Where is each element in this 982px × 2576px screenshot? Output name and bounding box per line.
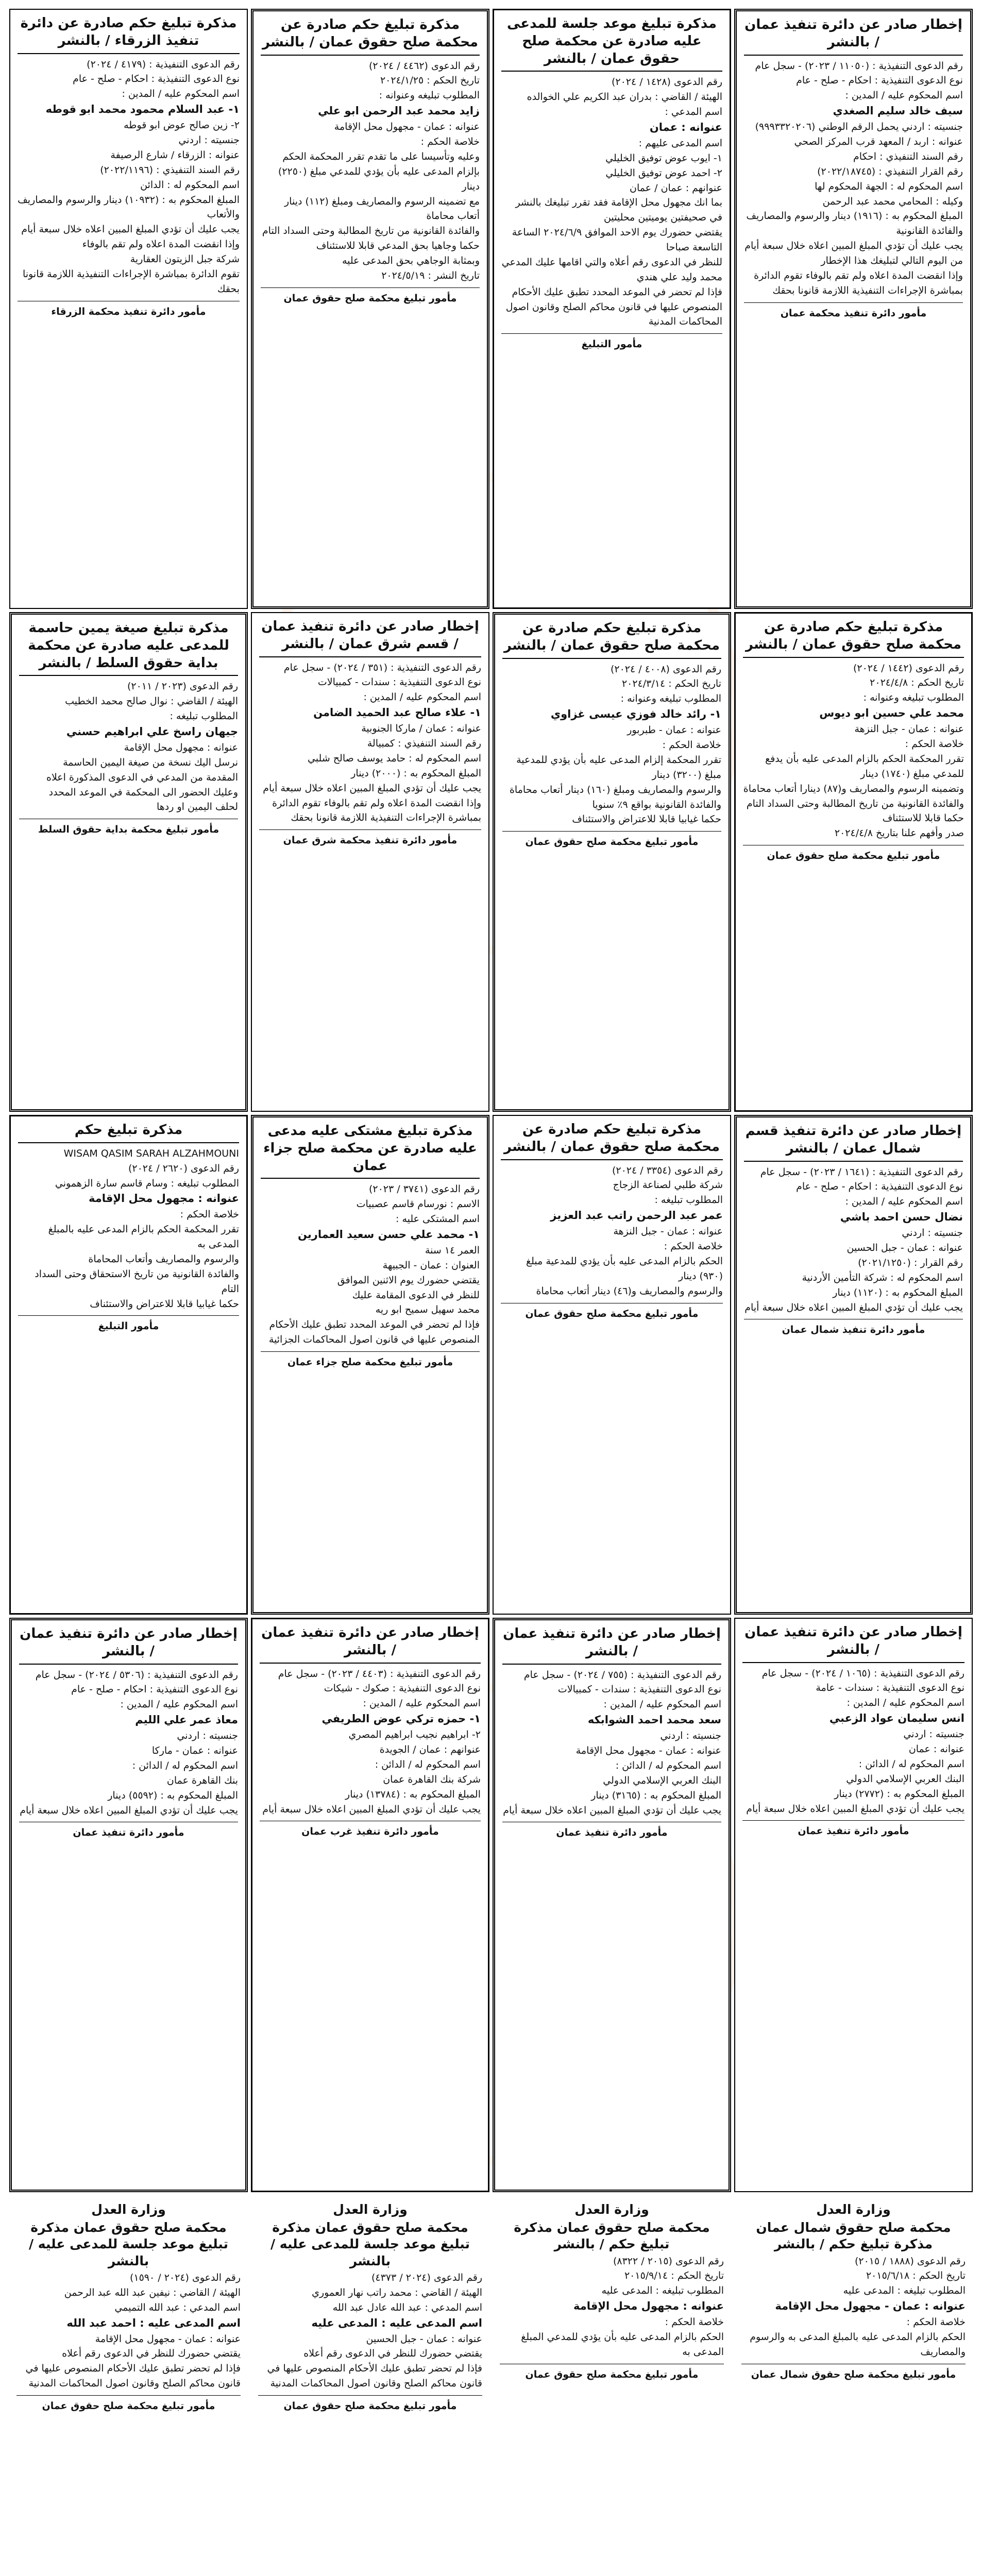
notice-line: شركة بنك القاهرة عمان bbox=[383, 1773, 481, 1785]
notice-line: فإذا لم تحضر تطبق عليك الأحكام المنصوص عليها في قانون محاكم الصلح وقانون اصول المحاكمات المدنية bbox=[267, 2363, 482, 2389]
notice-line: المبلغ المحكوم به : (١٩١٦) دينار والرسوم والمصاريف والفائدة القانونية bbox=[746, 210, 963, 237]
notice-line: جنسيته : اردني يحمل الرقم الوطني (٩٩٩٣٣٢٠٢٠٦) bbox=[755, 121, 963, 133]
ministry-title: وزارة العدل bbox=[816, 2202, 891, 2217]
notice-line: تاريخ الحكم : ٢٠٢٤/٣/١٤ bbox=[621, 678, 721, 690]
legal-notice bbox=[251, 1115, 489, 1615]
notice-line: جنسيته : اردني bbox=[660, 1730, 721, 1742]
notice-line: المطلوب تبليغه : bbox=[170, 710, 238, 722]
notice-line: والفائدة القانونية من تاريخ المطالبة وحتى السداد التام bbox=[262, 225, 480, 237]
notice-signature: مأمور دائرة تنفيذ غرب عمان bbox=[260, 1821, 481, 1839]
notice-line: جنسيته : اردني bbox=[902, 1227, 963, 1239]
notice-line: الاسم : نورسام قاسم عصبيات bbox=[356, 1198, 480, 1210]
notice-line: المطلوب تبليغه وعنوانه : bbox=[863, 692, 964, 704]
notice-line: اسم المحكوم عليه / المدين : bbox=[845, 90, 963, 101]
notice-line: عنوانه : عمان - طبربور bbox=[627, 724, 721, 736]
notice-line: اسم المحكوم له : الجهة المحكوم لها bbox=[815, 180, 963, 192]
notice-line: نوع الدعوى التنفيذية : سندات - كمبيالات bbox=[557, 1684, 721, 1696]
ministry-title: وزارة العدل bbox=[91, 2202, 166, 2217]
notice-line: WISAM QASIM SARAH ALZAHMOUNI bbox=[63, 1147, 239, 1159]
notice-line: وإذا انقضت المدة اعلاه ولم تقم بالوفاء تقوم الدائرة بمباشرة الإجراءات التنفيذية اللازمة قانونا بحقك bbox=[754, 269, 963, 296]
notice-signature: مأمور التبليغ bbox=[18, 1315, 239, 1334]
notice-line: رقم الدعوى (١٤٤٢ / ٢٠٢٤) bbox=[853, 662, 964, 674]
notice-line: ١- عبد السلام محمود محمد ابو قوطه bbox=[45, 103, 240, 116]
notice-line: تقرر المحكمة الحكم بالزام المدعى عليه بأن يدفع للمدعي مبلغ (١٧٤٠) دينار bbox=[765, 753, 964, 779]
notice-line: رقم السند التنفيذي : كمبيالة bbox=[367, 738, 481, 749]
notice-line: والفائدة القانونية بواقع ٩٪ سنويا bbox=[592, 799, 721, 810]
notice-line: للنظر في الدعوى المقامة عليك bbox=[352, 1289, 480, 1301]
notice-line: المطلوب تبليغه وعنوانه : bbox=[620, 693, 721, 705]
notice-line: رقم الدعوى التنفيذية : (٤١٧٩ / ٢٠٢٤) bbox=[87, 58, 240, 70]
notice-line: خلاصة الحكم : bbox=[420, 136, 480, 147]
notice-line: عنوانه : عمان - مجهول محل الإقامة bbox=[575, 1745, 721, 1756]
notice-line: يجب عليك أن تؤدي المبلغ المبين اعلاه خلال سبعة أيام bbox=[262, 1803, 481, 1815]
notice-line: وإذا انقضت المدة اعلاه ولم تقم بالوفاء تقوم الدائرة بمباشرة الإجراءات التنفيذية اللازمة قانونا بحقك bbox=[272, 797, 481, 824]
notice-line: جنسيته : اردني bbox=[903, 1728, 964, 1740]
notice-line: اسم المحكوم له / الدائن : bbox=[132, 1759, 238, 1771]
notice-line: اسم المحكوم له : الدائن bbox=[140, 179, 240, 191]
notice-line: ٢- زين صالح عوض ابو قوطه bbox=[124, 120, 240, 131]
notice-line: البنك العربي الإسلامي الدولي bbox=[846, 1773, 964, 1785]
notice-line: يجب عليك أن تؤدي المبلغ المبين اعلاه خلال سبعة أيام من اليوم التالي لتبليغك هذا الإخطار bbox=[744, 240, 963, 266]
notice-line: محمد علي حسين ابو ديوس bbox=[819, 707, 964, 720]
legal-notice bbox=[493, 1618, 731, 2192]
notice-line: عنوانه : عمان bbox=[649, 121, 722, 134]
notice-line: اسم المحكوم عليه / المدين : bbox=[603, 1699, 721, 1710]
notice-signature: مأمور تبليغ محكمة بداية حقوق السلط bbox=[19, 819, 238, 837]
legal-notice bbox=[251, 612, 489, 1112]
notice-line: اسم المحكوم له / الدائن : bbox=[375, 1758, 481, 1770]
notice-line: والرسوم والمصاريف ومبلغ (١٦٠) دينار أتعاب محاماة bbox=[509, 784, 721, 795]
notice-heading: محكمة صلح حقوق عمان مذكرة تبليغ حكم / بالنشر bbox=[514, 2219, 710, 2251]
notice-signature: مأمور تبليغ محكمة صلح حقوق عمان bbox=[500, 2364, 724, 2382]
notice-line: اسم المدعى عليهم : bbox=[638, 137, 722, 149]
notice-line: نوع الدعوى التنفيذية : احكام - صلح - عام bbox=[73, 73, 240, 85]
notice-line: والفائدة القانونية من تاريخ الاستحقاق وحتى السداد التام bbox=[35, 1268, 239, 1295]
ministry-title: وزارة العدل bbox=[333, 2202, 408, 2217]
notice-line: الهيئة / القاضي : محمد راتب نهار العموري bbox=[312, 2286, 482, 2298]
notice-line: المبلغ المحكوم به : (١٠٩٣٢) دينار والرسوم والمصاريف والأتعاب bbox=[18, 194, 240, 221]
newspaper-page bbox=[9, 9, 973, 2576]
notice-line: رقم السند التنفيذي : (٢٠٢٢/١١٩٦) bbox=[100, 164, 240, 176]
notice-signature: مأمور تبليغ محكمة صلح حقوق عمان bbox=[743, 845, 964, 863]
legal-notice bbox=[9, 9, 248, 609]
notice-line: وكيله : المحامي محمد عبد الرحمن bbox=[822, 195, 963, 207]
notice-line: يقتضي حضورك يوم الاحد الموافق ٢٠٢٤/٦/٩ الساعة التاسعة صباحا bbox=[512, 227, 722, 253]
notice-line: رقم الدعوى التنفيذية : (٤٤٠٣ / ٢٠٢٣) - سجل عام bbox=[278, 1668, 481, 1680]
notice-line: اسم المحكوم عليه / المدين : bbox=[363, 1698, 481, 1709]
notice-line: محمد وليد علي هندي bbox=[636, 271, 722, 283]
notice-line: الهيئة / القاضي : نيفين عبد الله عبد الرحمن bbox=[64, 2286, 241, 2298]
notice-line: وعليه وتأسيسا على ما تقدم تقرر المحكمة الحكم بإلزام المدعى عليه بأن يؤدي للمدعي مبلغ (٢٢٥٠) دينار bbox=[278, 150, 480, 192]
notice-line: خلاصة الحكم : bbox=[906, 2316, 966, 2328]
notice-line: خلاصة الحكم : bbox=[662, 739, 721, 751]
notice-signature: مأمور تبليغ محكمة صلح جزاء عمان bbox=[261, 1351, 480, 1370]
notice-line: عنوانه : الزرقاء / شارع الرصيفة bbox=[110, 149, 240, 161]
notice-line: والرسوم والمصاريف و(٤٦) دينار أتعاب محاماة bbox=[536, 1285, 723, 1297]
notice-line: يقتضي حضورك يوم الاثنين الموافق bbox=[337, 1274, 480, 1286]
legal-notice bbox=[493, 612, 731, 1112]
notice-line: ١- محمد علي حسن سعيد العمارين bbox=[298, 1228, 480, 1241]
notice-heading: مذكرة تبليغ حكم صادرة عن محكمة صلح حقوق عمان / بالنشر bbox=[502, 620, 721, 659]
notice-line: المطلوب تبليغه : المدعى عليه bbox=[843, 2285, 966, 2297]
notice-line: عنوانه : مجهول محل الإقامة bbox=[573, 2300, 724, 2313]
legal-notice bbox=[734, 2195, 973, 2576]
notice-line: اسم المحكوم له : شركة التأمين الأردنية bbox=[802, 1272, 963, 1283]
legal-notice bbox=[493, 2195, 731, 2576]
notice-line: يجب عليك أن تؤدي المبلغ المبين اعلاه خلال سبعة أيام bbox=[21, 224, 240, 235]
notice-line: يقتضي حضورك للنظر في الدعوى رقم أعلاه bbox=[62, 2348, 241, 2360]
notice-line: عنوانه : عمان - جبل النزهة bbox=[854, 723, 964, 735]
notice-line: نوع الدعوى التنفيذية : احكام - صلح - عام bbox=[796, 75, 963, 87]
notice-signature: مأمور دائرة تنفيذ محكمة شرق عمان bbox=[259, 829, 481, 848]
legal-notice bbox=[9, 2195, 248, 2576]
notice-line: رقم الدعوى (٤٠٠٨ / ٢٠٢٤) bbox=[610, 663, 721, 675]
notice-line: عنوانه : عمان - جبل النزهة bbox=[613, 1226, 723, 1238]
notice-line: رقم الدعوى (١٨٨٨ / ٢٠١٥) bbox=[854, 2255, 966, 2267]
notice-line: نضال حسن احمد باشي bbox=[840, 1211, 963, 1224]
notice-line: اسم المحكوم له / الدائن : bbox=[615, 1759, 721, 1771]
notice-signature: مأمور دائرة تنفيذ عمان bbox=[742, 1820, 964, 1839]
notice-signature: مأمور تبليغ محكمة صلح حقوق شمال عمان bbox=[741, 2364, 966, 2382]
notice-line: الحكم بالزام المدعى عليه بالمبلغ المدعى به والرسوم والمصاريف bbox=[750, 2331, 966, 2358]
notice-heading: مذكرة تبليغ مشتكى عليه مدعى عليه صادرة عن محكمة صلح جزاء عمان bbox=[261, 1123, 480, 1179]
notice-line: المبلغ المحكوم به : (١٣٧٨٤) دينار bbox=[345, 1788, 481, 1800]
notice-line: تقرر المحكمة الحكم بالزام المدعى عليه بالمبلغ المدعى به bbox=[48, 1224, 239, 1250]
notice-line: رقم الدعوى (٢٦٢٠ / ٢٠٢٤) bbox=[128, 1162, 239, 1174]
notice-line: بنك القاهرة عمان bbox=[166, 1774, 238, 1786]
notice-line: والرسوم والمصاريف وأتعاب المحاماة bbox=[88, 1253, 239, 1265]
notice-line: نوع الدعوى التنفيذية : احكام - صلح - عام bbox=[71, 1684, 238, 1696]
notice-line: اسم المحكوم عليه / المدين : bbox=[846, 1697, 964, 1709]
notice-line: وتضمينه الرسوم والمصاريف و(٨٧) دينارا أتعاب محاماة bbox=[743, 783, 964, 794]
legal-notice bbox=[9, 612, 248, 1112]
notice-heading: إخطار صادر عن دائرة تنفيذ عمان / بالنشر bbox=[742, 1624, 964, 1663]
notice-line: رقم القرار التنفيذي : (٢٠٢٢/١٨٧٤٥) bbox=[817, 165, 963, 177]
legal-notice bbox=[734, 1618, 973, 2192]
notice-line: عنوانه : عمان - جبل الحسين bbox=[846, 1242, 963, 1253]
notice-line: اسم المدعي : عبد الله عادل عبد الله bbox=[332, 2301, 482, 2313]
notice-line: الهيئة / القاضي : بدران عبد الكريم علي الخوالده bbox=[527, 91, 722, 103]
notice-line: رقم الدعوى التنفيذية : (١٦٤١ / ٢٠٢٣) - سجل عام bbox=[760, 1166, 963, 1178]
notice-line: البنك العربي الإسلامي الدولي bbox=[603, 1774, 721, 1786]
notice-line: والفائدة القانونية من تاريخ المطالبة وحتى السداد التام bbox=[746, 798, 964, 809]
notice-signature: مأمور تبليغ محكمة صلح حقوق عمان bbox=[501, 1303, 723, 1321]
notice-line: شركة جبل الزيتون العقارية bbox=[130, 253, 240, 265]
legal-notice bbox=[251, 1618, 489, 2192]
legal-notice bbox=[734, 612, 973, 1112]
notice-line: عنوانه : مجهول محل الإقامة bbox=[124, 741, 238, 753]
notice-signature: مأمور تبليغ محكمة صلح حقوق عمان bbox=[258, 2395, 482, 2414]
notice-signature: مأمور تبليغ محكمة صلح حقوق عمان bbox=[16, 2395, 241, 2414]
legal-notice bbox=[9, 1115, 248, 1615]
notice-line: نوع الدعوى التنفيذية : سندات - عامة bbox=[816, 1682, 964, 1694]
notice-line: عنوانه : عمان / ماركا الجنوبية bbox=[361, 723, 481, 735]
notice-line: عمر عبد الرحمن راتب عبد العزيز bbox=[550, 1209, 723, 1222]
notice-heading: إخطار صادر عن دائرة تنفيذ عمان / بالنشر bbox=[260, 1624, 481, 1664]
notice-signature: مأمور دائرة تنفيذ عمان bbox=[502, 1822, 721, 1840]
notice-heading: إخطار صادر عن دائرة تنفيذ عمان / قسم شرق عمان / بالنشر bbox=[259, 618, 481, 657]
notice-line: عنوانه : عمان - مجهول محل الإقامة bbox=[775, 2300, 966, 2313]
notice-line: يجب عليك أن تؤدي المبلغ المبين اعلاه خلال سبعة أيام bbox=[20, 1804, 238, 1816]
notice-line: سعد محمد احمد الشوابكه bbox=[587, 1714, 721, 1726]
notice-line: رقم الدعوى التنفيذية : (٣٥١ / ٢٠٢٤) - سجل عام bbox=[283, 662, 481, 673]
notice-heading: محكمة صلح حقوق عمان مذكرة تبليغ موعد جلسة للمدعى عليه / بالنشر bbox=[270, 2219, 470, 2268]
notice-line: عنوانه : اربد / المعهد قرب المركز الصحي bbox=[794, 136, 963, 147]
notice-line: جنسيته : اردني bbox=[178, 134, 240, 146]
notice-line: زايد محمد عبد الرحمن ابو علي bbox=[318, 105, 480, 117]
notice-line: محمد سهيل سميح ابو ريه bbox=[375, 1304, 480, 1316]
notice-line: تاريخ الحكم : ٢٠١٥/٩/١٤ bbox=[624, 2270, 724, 2282]
legal-notice bbox=[251, 9, 489, 609]
notice-line: نوع الدعوى التنفيذية : احكام - صلح - عام bbox=[796, 1181, 963, 1193]
notice-line: الحكم بالزام المدعى عليه بأن يؤدي للمدعية مبلغ (٩٣٠) دينار bbox=[526, 1255, 723, 1282]
notice-line: رقم السند التنفيذي : احكام bbox=[853, 150, 963, 162]
notice-line: اسم المشتكى عليه : bbox=[396, 1213, 480, 1225]
notice-heading: مذكرة تبليغ حكم صادرة عن محكمة صلح حقوق عمان / بالنشر bbox=[501, 1121, 723, 1160]
notice-line: عنوانه : مجهول محل الإقامة bbox=[88, 1192, 239, 1205]
notice-line: رقم الدعوى (٢٠٢٣ / ٢٠١١) bbox=[127, 681, 238, 692]
notice-line: يجب عليك أن تؤدي المبلغ المبين اعلاه خلال سبعة أيام bbox=[744, 1301, 963, 1313]
notice-heading: محكمة صلح حقوق شمال عمان مذكرة تبليغ حكم / بالنشر bbox=[756, 2219, 951, 2251]
notice-line: الهيئة / القاضي : نوال صالح محمد الخطيب bbox=[65, 696, 238, 707]
notice-signature: مأمور دائرة تنفيذ محكمة الزرقاء bbox=[18, 301, 240, 319]
notice-line: اسم المحكوم عليه / المدين : bbox=[122, 88, 240, 100]
notice-line: المبلغ المحكوم به : (٢٧٧٢) دينار bbox=[834, 1788, 964, 1800]
notice-line: صدر وأفهم علنا بتاريخ ٢٠٢٤/٤/٨ bbox=[834, 827, 964, 839]
notice-line: عنوانه : عمان - مجهول محل الإقامة bbox=[95, 2333, 241, 2345]
notice-heading: محكمة صلح حقوق عمان مذكرة تبليغ موعد جلسة للمدعى عليه / بالنشر bbox=[28, 2219, 229, 2268]
notice-line: رقم الدعوى (٢٠٢٤ / ٤٣٧٣) bbox=[371, 2272, 482, 2283]
notice-line: المبلغ المحكوم به : (٥٥٩٢) دينار bbox=[108, 1789, 238, 1801]
notice-line: المطلوب تبليغه : bbox=[654, 1194, 723, 1206]
notice-line: رقم الدعوى التنفيذية : (١١٠٥٠ / ٢٠٢٣) - سجل عام bbox=[755, 60, 963, 72]
notice-line: شركة طلبي لصناعة الزجاج bbox=[613, 1179, 723, 1191]
notice-line: خلاصة الحكم : bbox=[664, 1241, 723, 1252]
notice-line: نوع الدعوى التنفيذية : صكوك - شيكات bbox=[324, 1683, 481, 1694]
notice-heading: مذكرة تبليغ حكم صادرة عن محكمة صلح حقوق عمان / بالنشر bbox=[743, 619, 964, 658]
notice-line: يجب عليك أن تؤدي المبلغ المبين اعلاه خلال سبعة أيام bbox=[746, 1803, 964, 1815]
notice-line: يجب عليك أن تؤدي المبلغ المبين اعلاه خلال سبعة أيام bbox=[263, 782, 481, 794]
notice-line: عنوانهم : عمان / عمان bbox=[630, 182, 722, 194]
notice-heading: إخطار صادر عن دائرة تنفيذ قسم شمال عمان / بالنشر bbox=[744, 1123, 963, 1162]
notice-line: خلاصة الحكم : bbox=[180, 1209, 239, 1221]
notice-line: تقوم الدائرة بمباشرة الإجراءات التنفيذية اللازمة قانونا بحقك bbox=[23, 268, 240, 295]
notice-heading: مذكرة تبليغ حكم صادرة عن محكمة صلح حقوق عمان / بالنشر bbox=[261, 16, 480, 56]
notice-line: يقتضي حضورك للنظر في الدعوى رقم أعلاه bbox=[303, 2348, 482, 2360]
notice-line: المطلوب تبليغه وعنوانه : bbox=[379, 90, 480, 101]
notice-line: ١- حمزه تركي عوض الطريفي bbox=[321, 1713, 481, 1725]
notice-line: حكما غيابيا قابلا للاعتراض والاستئناف bbox=[572, 814, 721, 825]
notice-line: المطلوب تبليغه : وسام قاسم سارة الزهموني bbox=[55, 1177, 239, 1189]
notice-line: اسم المحكوم له : حامد يوسف صالح شلبي bbox=[307, 752, 481, 764]
notice-line: فإذا لم تحضر في الموعد المحدد تطبق عليك الأحكام المنصوص عليها في قانون محاكم الصلح وقانون اصول المحاكمات المدنية bbox=[505, 286, 722, 328]
notice-line: مع تضمينه الرسوم والمصاريف ومبلغ (١١٢) دينار أتعاب محاماة bbox=[284, 195, 480, 222]
legal-notice bbox=[493, 1115, 731, 1615]
legal-notice bbox=[9, 1618, 248, 2192]
notice-line: انس سليمان عواد الزعبي bbox=[829, 1712, 964, 1725]
notice-line: اسم المحكوم له / الدائن : bbox=[858, 1758, 964, 1770]
notice-line: عنوانه : عمان - جبل الحسين bbox=[366, 2333, 482, 2345]
notice-line: رقم الدعوى (٢٠١٥ / ٨٣٢٢) bbox=[613, 2255, 724, 2267]
notice-line: المبلغ المحكوم به : (٣١٦٥) دينار bbox=[591, 1789, 721, 1801]
notice-line: رقم الدعوى (٣٣٥٤ / ٢٠٢٤) bbox=[612, 1164, 723, 1176]
notice-line: ١- ايوب عوض توفيق الخليلي bbox=[605, 152, 722, 164]
notice-line: ٢- ابراهيم نجيب ابراهيم المصري bbox=[348, 1729, 481, 1741]
notice-line: اسم المدعي : bbox=[665, 106, 722, 118]
notice-line: تاريخ الحكم : ٢٠٢٤/٤/٨ bbox=[870, 677, 964, 689]
legal-notice bbox=[251, 2195, 489, 2576]
legal-notice bbox=[493, 9, 731, 609]
notice-signature: مأمور دائرة تنفيذ عمان bbox=[19, 1822, 238, 1840]
notice-line: رقم الدعوى (٣٧٤١ / ٢٠٢٣) bbox=[368, 1183, 480, 1195]
notice-line: عنوانه : عمان bbox=[908, 1743, 964, 1755]
notice-line: جيهان راسخ علي ابراهيم حسني bbox=[66, 725, 238, 738]
notice-line: رقم القرار : (٢٠٢١/١٢٥٠) bbox=[858, 1257, 963, 1268]
notice-line: حكما غيابيا قابلا للاعتراض والاستئناف bbox=[90, 1298, 239, 1310]
notice-line: رقم الدعوى (١٤٢٨ / ٢٠٢٤) bbox=[611, 76, 722, 88]
notice-line: رقم الدعوى التنفيذية : (١٠٦٥ / ٢٠٢٤) - سجل عام bbox=[761, 1667, 964, 1679]
notice-line: رقم الدعوى التنفيذية : (٧٥٥ / ٢٠٢٤) - سجل عام bbox=[523, 1669, 721, 1681]
notice-line: بما انك مجهول محل الإقامة فقد تقرر تبليغك بالنشر في صحيفتين يوميتين محليتين bbox=[515, 197, 722, 224]
notice-signature: مأمور دائرة تنفيذ محكمة عمان bbox=[744, 302, 963, 321]
notice-line: ٢- احمد عوض توفيق الخليلي bbox=[605, 167, 722, 179]
notice-line: حكما قابلا للاستئناف bbox=[882, 812, 964, 824]
notice-line: يجب عليك أن تؤدي المبلغ المبين اعلاه خلال سبعة أيام bbox=[503, 1804, 721, 1816]
notice-line: عنوانهم : عمان / الجويدة bbox=[379, 1744, 481, 1755]
notice-line: حكما وجاهيا بحق المدعي قابلا للاستئناف bbox=[316, 240, 480, 252]
notice-line: تاريخ النشر : ٢٠٢٤/٥/١٩ bbox=[381, 269, 480, 281]
legal-notice bbox=[734, 1115, 973, 1615]
notice-heading: مذكرة تبليغ صيغة يمين حاسمة للمدعى عليه صادرة عن محكمة بداية حقوق السلط / بالنشر bbox=[19, 620, 238, 676]
notice-line: اسم المدعى عليه : احمد عبد الله bbox=[66, 2316, 241, 2329]
notice-line: معاذ عمر علي الليم bbox=[135, 1714, 238, 1726]
notice-line: ١- رائد خالد فوزي عيسى غزاوي bbox=[550, 708, 721, 721]
notice-line: نرسل اليك نسخة من صيغة اليمين الحاسمة bbox=[63, 756, 238, 768]
notice-line: لحلف اليمين او ردها bbox=[156, 801, 238, 813]
notice-line: تاريخ الحكم : ٢٠٢٤/١/٢٥ bbox=[380, 75, 480, 87]
notice-line: اسم المدعي : عبد الله التميمي bbox=[114, 2301, 241, 2313]
notice-line: تاريخ الحكم : ٢٠١٥/٦/١٨ bbox=[866, 2270, 966, 2282]
notice-heading: مذكرة تبليغ حكم bbox=[18, 1122, 239, 1143]
notice-line: العنوان : عمان - الجبيهة bbox=[382, 1259, 480, 1271]
notice-line: خلاصة الحكم : bbox=[665, 2316, 724, 2328]
notice-heading: مذكرة تبليغ حكم صادرة عن دائرة تنفيذ الزرقاء / بالنشر bbox=[18, 15, 240, 54]
notice-line: المبلغ المحكوم به : (٢٠٠٠) دينار bbox=[351, 767, 481, 779]
notice-line: اسم المحكوم عليه / المدين : bbox=[120, 1699, 238, 1710]
notice-line: المقدمة من المدعي في الدعوى المذكورة اعلاه bbox=[46, 771, 238, 783]
notice-line: وعليك الحضور الى المحكمة في الموعد المحدد bbox=[48, 786, 238, 798]
notice-line: الحكم بالزام المدعى عليه بأن يؤدي للمدعي المبلغ المدعى به bbox=[521, 2331, 724, 2358]
notice-heading: إخطار صادر عن دائرة تنفيذ عمان / بالنشر bbox=[502, 1625, 721, 1665]
notice-line: خلاصة الحكم : bbox=[905, 738, 964, 750]
notice-signature: مأمور تبليغ محكمة صلح حقوق عمان bbox=[261, 287, 480, 306]
notice-line: المطلوب تبليغه : المدعى عليه bbox=[601, 2285, 724, 2297]
notice-line: وإذا انقضت المدة اعلاه ولم تقم بالوفاء bbox=[82, 239, 240, 250]
notice-line: سيف خالد سليم الصغدي bbox=[833, 105, 963, 117]
notice-heading: إخطار صادر عن دائرة تنفيذ عمان / بالنشر bbox=[744, 16, 963, 56]
notice-signature: مأمور دائرة تنفيذ شمال عمان bbox=[744, 1319, 963, 1337]
notice-line: ١- علاء صالح عبد الحميد الضامن bbox=[313, 706, 481, 719]
notice-heading: إخطار صادر عن دائرة تنفيذ عمان / بالنشر bbox=[19, 1625, 238, 1665]
notice-line: عنوانه : عمان - مجهول محل الإقامة bbox=[334, 121, 480, 133]
notice-line: عنوانه : عمان - ماركا bbox=[151, 1745, 238, 1756]
notice-line: اسم المحكوم عليه / المدين : bbox=[845, 1196, 963, 1208]
notice-line: اسم المدعى عليه : المدعى عليه bbox=[311, 2316, 482, 2329]
notice-line: رقم الدعوى (٢٠٢٤ / ١٥٩٠) bbox=[129, 2272, 241, 2283]
ministry-title: وزارة العدل bbox=[574, 2202, 649, 2217]
notice-signature: مأمور تبليغ محكمة صلح حقوق عمان bbox=[502, 831, 721, 850]
legal-notice bbox=[734, 9, 973, 609]
notice-line: وبمثابة الوجاهي بحق المدعى عليه bbox=[342, 255, 480, 266]
notice-line: اسم المحكوم عليه / المدين : bbox=[363, 691, 481, 703]
notice-line: رقم الدعوى التنفيذية : (٥٣٠٦ / ٢٠٢٤) - سجل عام bbox=[35, 1669, 238, 1681]
notice-signature: مأمور التبليغ bbox=[501, 333, 722, 352]
notice-line: تقرر المحكمة إلزام المدعى عليه بأن يؤدي للمدعية مبلغ (٣٢٠٠) دينار bbox=[516, 754, 721, 781]
notice-line: فإذا لم تحضر تطبق عليك الأحكام المنصوص عليها في قانون محاكم الصلح وقانون اصول المحاكمات المدنية bbox=[25, 2363, 241, 2389]
notice-line: رقم الدعوى (٤٤٦٢ / ٢٠٢٤) bbox=[368, 60, 480, 72]
notice-heading: مذكرة تبليغ موعد جلسة للمدعى عليه صادرة عن محكمة صلح حقوق عمان / بالنشر bbox=[501, 15, 722, 72]
notice-line: جنسيته : اردني bbox=[177, 1730, 238, 1742]
notice-line: فإذا لم تحضر في الموعد المحدد تطبق عليك الأحكام المنصوص عليها في قانون اصول المحاكمات الجزائية bbox=[268, 1319, 480, 1346]
notice-line: العمر ١٤ سنة bbox=[425, 1244, 480, 1256]
notice-line: نوع الدعوى التنفيذية : سندات - كمبيالات bbox=[317, 676, 481, 688]
notice-line: للنظر في الدعوى رقم أعلاه والتي اقامها عليك المدعي bbox=[501, 256, 722, 268]
notice-line: المبلغ المحكوم به : (١١٢٠) دينار bbox=[833, 1286, 963, 1298]
